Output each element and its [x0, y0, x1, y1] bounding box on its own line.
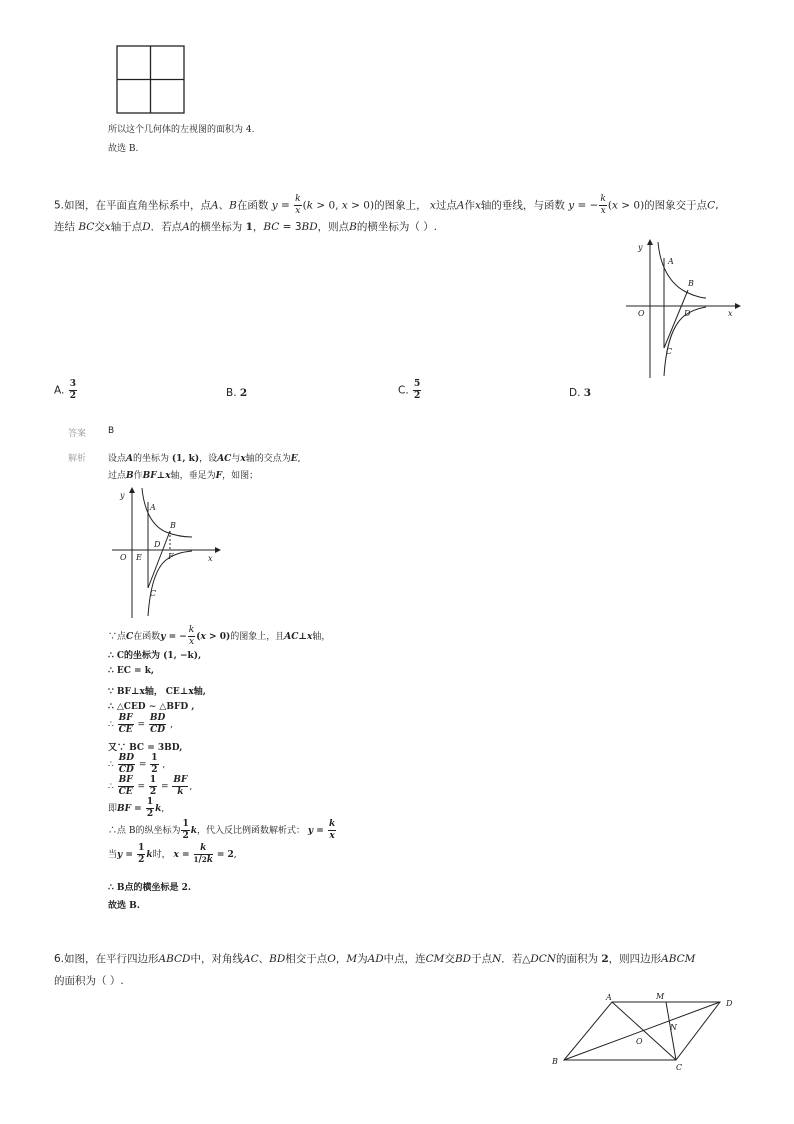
sol-line-15: ∴ B点的横坐标是 2. [108, 883, 191, 893]
sol-graph-a-label: A [150, 503, 156, 512]
q6-n-label: N [670, 1023, 677, 1032]
question-5-line2: 连结 BC交x轴于点D．若点A的横坐标为 1，BC = 3BD，则点B的横坐标为（ ）. [54, 221, 438, 233]
sol-line-6: ∵ BF⊥x轴， CE⊥x轴, [108, 687, 206, 697]
question-6-parallelogram [548, 990, 744, 1074]
graph-o-label: O [638, 309, 645, 318]
sol-line-2: 过点B作BF⊥x轴，垂足为F，如图； [108, 471, 259, 481]
sol-line-12: 即BF = $\frac{1}{2}$ k, [108, 797, 165, 819]
graph-x-label: x [728, 309, 733, 318]
q6-d-label: D [726, 999, 733, 1008]
q6-b-label: B [552, 1057, 558, 1066]
sol-line-10: ∴ $\frac{BD}{CD}$ = $\frac{1}{2}$ , [108, 753, 166, 775]
graph-y-label: y [638, 243, 643, 252]
sol-line-5: ∴ EC = k, [108, 666, 155, 676]
sol-graph-o-label: O [120, 553, 127, 562]
answer-value: B [108, 426, 115, 436]
graph-c-label: C [666, 347, 673, 356]
prev-choice: 故选 B. [108, 144, 139, 154]
sol-line-14: 当y = $\frac{1}{2}$ k时， x = $\frac{k}{1/2k}$ = 2, [108, 843, 237, 865]
sol-line-1: 设点A的坐标为 (1, k)，设AC与x轴的交点为E, [108, 454, 301, 464]
graph-a-label: A [668, 257, 674, 266]
graph-b-label: B [688, 279, 694, 288]
question-6-line2: 的面积为（ ）. [54, 975, 124, 987]
answer-label: 答案 [68, 429, 87, 439]
q6-a-label: A [606, 993, 612, 1002]
sol-graph-y-label: y [120, 491, 125, 500]
sol-line-9: 又∵ BC = 3BD, [108, 743, 183, 753]
option-d: D. 3 [569, 387, 592, 399]
sol-line-16: 故选 B. [108, 901, 140, 911]
prev-conclusion: 所以这个几何体的左视图的面积为 4. [108, 125, 255, 135]
question-5-line1: 5.如图，在平面直角坐标系中，点A、B在函数 y = $\frac{k}{x}$ (k > 0, x > 0)的图象上， x过点A作x轴的垂线，与函数 y = − $\frac{k}{x}$ (x > 0)的图象交于点C, [54, 194, 719, 216]
sol-graph-f-label: F [168, 552, 174, 561]
sol-graph-b-label: B [170, 521, 176, 530]
q6-o-label: O [636, 1037, 643, 1046]
sol-graph-x-label: x [208, 554, 213, 563]
q6-c-label: C [676, 1063, 683, 1072]
option-a: A. $\frac{3}{2}$ [54, 379, 76, 401]
q6-m-label: M [656, 992, 665, 1001]
option-b: B. 2 [226, 387, 248, 399]
sol-line-8: ∴ $\frac{BF}{CE}$ = $\frac{BD}{CD}$ , [108, 713, 174, 735]
left-view-square-figure [116, 45, 186, 115]
sol-line-3: ∵点C在函数y = − $\frac{k}{x}$ (x > 0)的图象上，且AC⊥x轴， [108, 625, 331, 647]
question-6-line1: 6.如图，在平行四边形ABCD中，对角线AC、BD相交于点O，M为AD中点，连CM交BD于点N．若△DCN的面积为 2，则四边形ABCM [54, 953, 696, 965]
solution-graph [108, 484, 224, 620]
sol-line-4: ∴ C的坐标为 (1, −k), [108, 651, 202, 661]
question-5-graph [622, 236, 744, 380]
sol-graph-d-label: D [154, 540, 161, 549]
sol-line-7: ∴ △CED ∼ △BFD , [108, 702, 195, 712]
sol-graph-c-label: C [150, 589, 157, 598]
sol-line-11: ∴ $\frac{BF}{CE}$ = $\frac{1}{2}$ = $\frac{BF}{k}$ , [108, 775, 193, 797]
option-c: C. $\frac{5}{2}$ [398, 379, 421, 401]
sol-graph-e-label: E [136, 553, 142, 562]
analysis-label: 解析 [68, 454, 87, 464]
sol-line-13: ∴点 B的纵坐标为 $\frac{1}{2}$ k，代入反比例函数解析式： y = $\frac{k}{x}$ [108, 819, 336, 841]
graph-d-label: D [684, 309, 691, 318]
